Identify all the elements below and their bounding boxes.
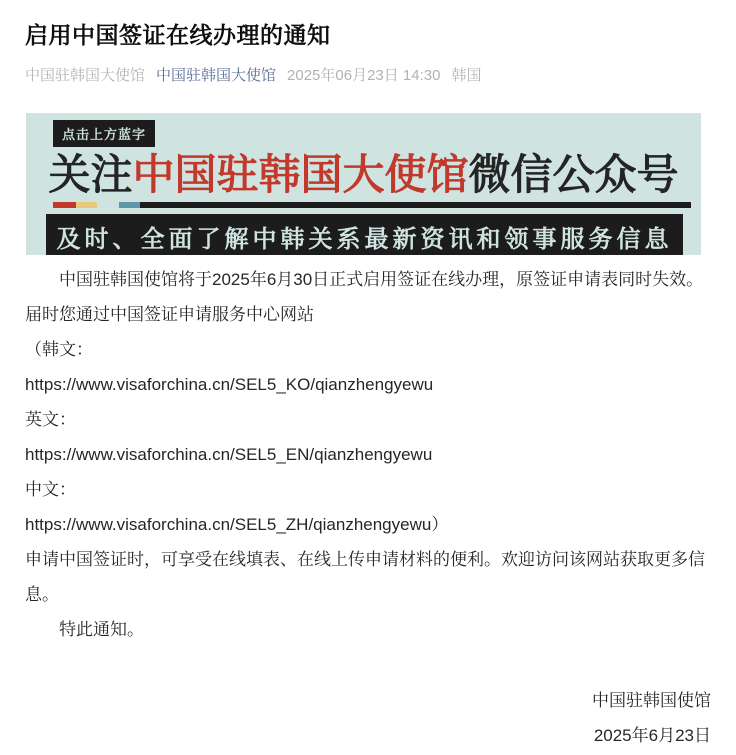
location-label: 韩国 xyxy=(451,67,482,85)
body-paragraph-intro: 中国驻韩国使馆将于2025年6月30日正式启用签证在线办理，原签证申请表同时失效。届时您通过中国签证申请服务中心网站 xyxy=(25,270,704,325)
banner-badge: 点击上方蓝字 xyxy=(53,120,155,147)
underline-accent-red xyxy=(53,202,76,208)
body-paragraph-benefits: 申请中国签证时，可享受在线填表、在线上传申请材料的便利。欢迎访问该网站获取更多信息。 xyxy=(25,550,705,605)
label-english: 英文： xyxy=(25,410,76,430)
article-title: 启用中国签证在线办理的通知 xyxy=(25,22,331,48)
banner-tagline: 及时、全面了解中韩关系最新资讯和领事服务信息 xyxy=(46,214,683,256)
url-korean: https://www.visaforchina.cn/SEL5_KO/qianzhengyewu xyxy=(25,375,434,395)
underline-gap xyxy=(97,202,119,208)
signature-name: 中国驻韩国使馆 xyxy=(592,691,711,711)
banner-headline-prefix: 关注 xyxy=(48,151,133,199)
notice-closing: 特此通知。 xyxy=(59,620,144,640)
banner-headline-highlight: 中国驻韩国大使馆 xyxy=(132,151,469,199)
url-chinese: https://www.visaforchina.cn/SEL5_ZH/qianzhengyewu） xyxy=(25,515,449,535)
account-name-link[interactable]: 中国驻韩国大使馆 xyxy=(156,67,277,85)
underline-accent-black xyxy=(140,202,691,208)
url-english: https://www.visaforchina.cn/SEL5_EN/qianzhengyewu xyxy=(25,445,433,465)
publish-datetime: 2025年06月23日 14:30 xyxy=(287,67,441,85)
banner-headline-suffix: 微信公众号 xyxy=(468,151,679,199)
source-name: 中国驻韩国大使馆 xyxy=(25,67,146,85)
banner-image[interactable] xyxy=(26,113,701,255)
label-korean: （韩文： xyxy=(25,340,93,360)
banner-underline-decoration xyxy=(53,202,691,208)
underline-accent-teal xyxy=(119,202,140,208)
signature-date: 2025年6月23日 xyxy=(593,726,711,746)
article-body xyxy=(25,262,711,647)
label-chinese: 中文： xyxy=(25,480,76,500)
signature-block xyxy=(25,683,711,753)
article-meta xyxy=(25,64,711,85)
underline-accent-yellow xyxy=(76,202,97,208)
